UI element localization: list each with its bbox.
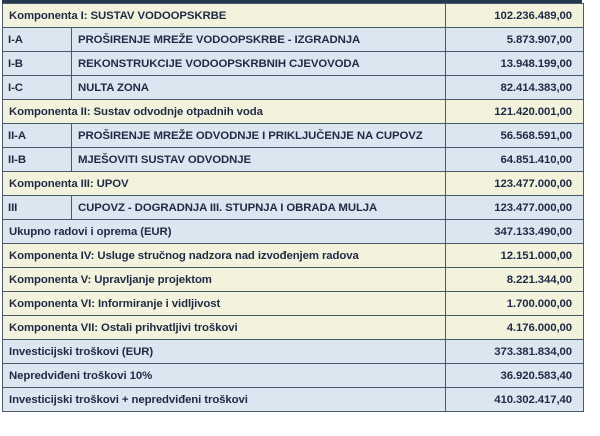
row-code: II-B bbox=[3, 148, 72, 172]
row-label: REKONSTRUKCIJE VODOOPSKRBNIH CJEVOVODA bbox=[72, 52, 446, 76]
table-row bbox=[3, 100, 584, 124]
row-amount: 5.873.907,00 bbox=[446, 28, 584, 52]
row-label: Komponenta IV: Usluge stručnog nadzora nad izvođenjem radova bbox=[3, 244, 446, 268]
row-amount: 123.477.000,00 bbox=[446, 172, 584, 196]
table-row bbox=[3, 220, 584, 244]
row-label: Komponenta V: Upravljanje projektom bbox=[3, 268, 446, 292]
row-label: Ukupno radovi i oprema (EUR) bbox=[3, 220, 446, 244]
table-row bbox=[3, 76, 584, 100]
row-amount: 102.236.489,00 bbox=[446, 4, 584, 28]
row-code: III bbox=[3, 196, 72, 220]
row-label: Investicijski troškovi + nepredviđeni troškovi bbox=[3, 388, 446, 412]
row-label: Komponenta I: SUSTAV VODOOPSKRBE bbox=[3, 4, 446, 28]
table-row bbox=[3, 172, 584, 196]
row-code: I-B bbox=[3, 52, 72, 76]
table-row bbox=[3, 4, 584, 28]
row-amount: 8.221.344,00 bbox=[446, 268, 584, 292]
row-amount: 36.920.583,40 bbox=[446, 364, 584, 388]
table-row bbox=[3, 268, 584, 292]
row-amount: 82.414.383,00 bbox=[446, 76, 584, 100]
row-amount: 347.133.490,00 bbox=[446, 220, 584, 244]
row-amount: 12.151.000,00 bbox=[446, 244, 584, 268]
table-row bbox=[3, 196, 584, 220]
table-row bbox=[3, 148, 584, 172]
table-row bbox=[3, 124, 584, 148]
row-code: II-A bbox=[3, 124, 72, 148]
table-row bbox=[3, 28, 584, 52]
row-code: I-C bbox=[3, 76, 72, 100]
row-amount: 1.700.000,00 bbox=[446, 292, 584, 316]
table-row bbox=[3, 292, 584, 316]
row-label: Komponenta III: UPOV bbox=[3, 172, 446, 196]
row-label: MJEŠOVITI SUSTAV ODVODNJE bbox=[72, 148, 446, 172]
row-amount: 123.477.000,00 bbox=[446, 196, 584, 220]
row-amount: 64.851.410,00 bbox=[446, 148, 584, 172]
table-row bbox=[3, 364, 584, 388]
table-row bbox=[3, 244, 584, 268]
row-amount: 13.948.199,00 bbox=[446, 52, 584, 76]
table-row bbox=[3, 388, 584, 412]
row-amount: 410.302.417,40 bbox=[446, 388, 584, 412]
row-code: I-A bbox=[3, 28, 72, 52]
row-label: Investicijski troškovi (EUR) bbox=[3, 340, 446, 364]
row-amount: 56.568.591,00 bbox=[446, 124, 584, 148]
investment-cost-table bbox=[2, 3, 584, 412]
row-label: CUPOVZ - DOGRADNJA III. STUPNJA I OBRADA MULJA bbox=[72, 196, 446, 220]
table-row bbox=[3, 316, 584, 340]
row-label: NULTA ZONA bbox=[72, 76, 446, 100]
row-amount: 4.176.000,00 bbox=[446, 316, 584, 340]
table-row bbox=[3, 52, 584, 76]
table-row bbox=[3, 340, 584, 364]
row-label: PROŠIRENJE MREŽE VODOOPSKRBE - IZGRADNJA bbox=[72, 28, 446, 52]
row-amount: 121.420.001,00 bbox=[446, 100, 584, 124]
row-amount: 373.381.834,00 bbox=[446, 340, 584, 364]
row-label: Nepredviđeni troškovi 10% bbox=[3, 364, 446, 388]
row-label: PROŠIRENJE MREŽE ODVODNJE I PRIKLJUČENJE NA CUPOVZ bbox=[72, 124, 446, 148]
row-label: Komponenta VI: Informiranje i vidljivost bbox=[3, 292, 446, 316]
row-label: Komponenta VII: Ostali prihvatljivi troškovi bbox=[3, 316, 446, 340]
row-label: Komponenta II: Sustav odvodnje otpadnih voda bbox=[3, 100, 446, 124]
